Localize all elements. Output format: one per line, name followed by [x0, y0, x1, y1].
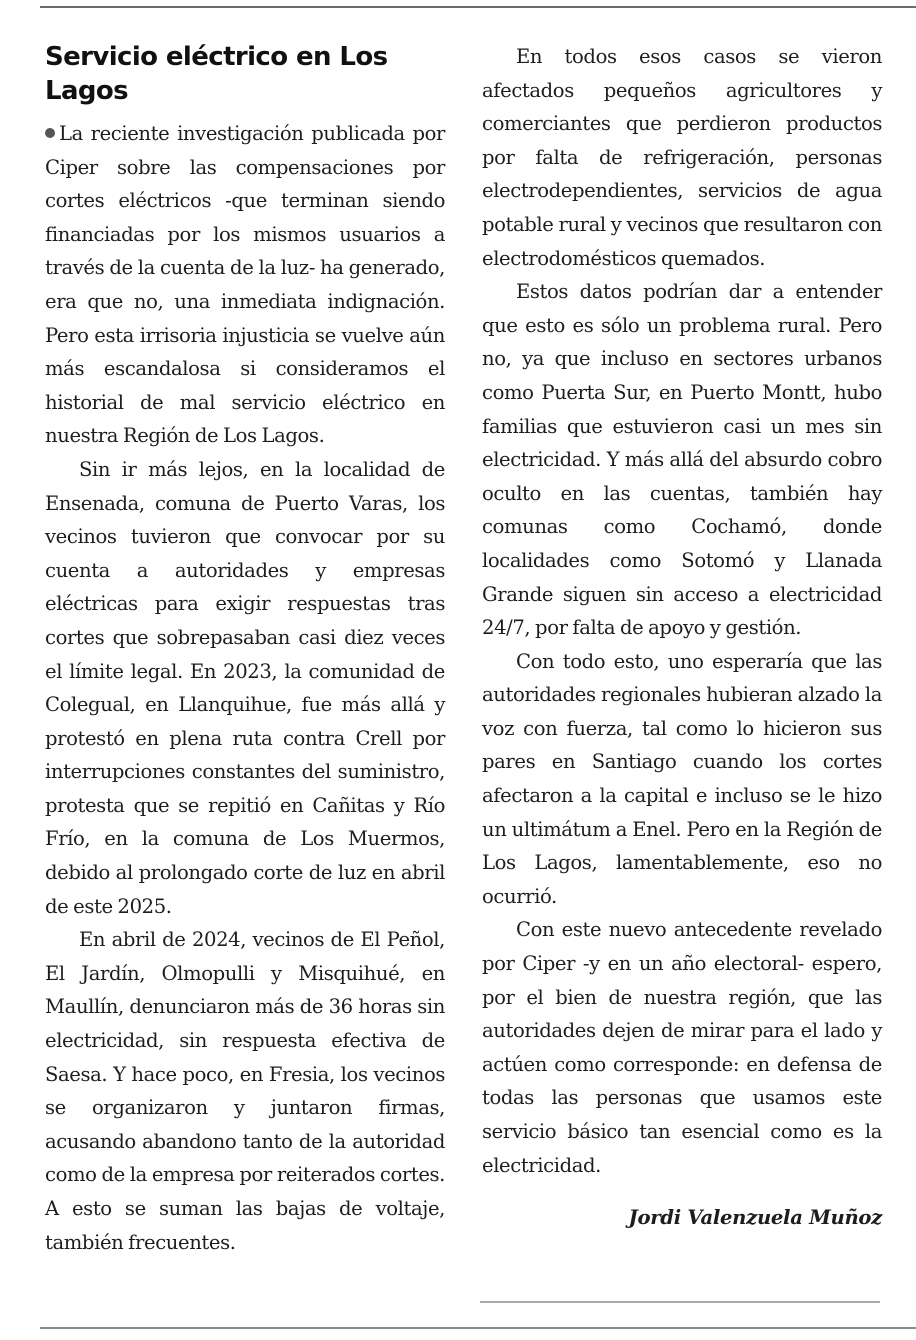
- paragraph-4: En todos esos casos se vieron afectados pequeños agricultores y comerciantes que perdieron productos por falta de refrigeración, personas electrodependientes, servicios de agua potable rural y vecinos que resultaron con electrodomésticos quemados.: [482, 45, 882, 270]
- signature-rule: [480, 1301, 880, 1303]
- paragraph-3: En abril de 2024, vecinos de El Peñol, El Jardín, Olmopulli y Misquihué, en Maullín, denunciaron más de 36 horas sin electricidad, sin respuesta efectiva de Saesa. Y hace poco, en Fresia, los vecinos se organizaron y juntaron firmas, acusando abandono tanto de la autoridad como de la empresa por reiterados cortes. A esto se suman las bajas de voltaje, también frecuentes.: [45, 928, 445, 1254]
- bottom-rule: [40, 1327, 916, 1329]
- paragraph-6: Con todo esto, uno esperaría que las autoridades regionales hubieran alzado la voz con fuerza, tal como lo hicieron sus pares en Santiago cuando los cortes afectaron a la capital e incluso se le hizo un ultimátum a Enel. Pero en la Región de Los Lagos, lamentablemente, eso no ocurrió.: [482, 649, 882, 908]
- top-rule: [40, 6, 916, 8]
- bullet-icon: [45, 128, 55, 138]
- paragraph-1-text: La reciente investigación publicada por Ciper sobre las compensaciones por cortes eléctricos -que terminan siendo financiadas por los mismos usuarios a través de la cuenta de la luz- ha generado, era que no, una inmediata indignación. Pero esta irrisoria injusticia se vuelve aún más escandalosa si consideramos el historial de mal servicio eléctrico en nuestra Región de Los Lagos.: [45, 122, 445, 448]
- paragraph-7: Con este nuevo antecedente revelado por Ciper -y en un año electoral- espero, por el bien de nuestra región, que las autoridades dejen de mirar para el lado y actúen como corresponde: en defensa de todas las personas que usamos este servicio básico tan esencial como es la electricidad.: [482, 918, 882, 1177]
- author-signature: Jordi Valenzuela Muñoz: [628, 1206, 882, 1230]
- paragraph-5: Estos datos podrían dar a entender que esto es sólo un problema rural. Pero no, ya que incluso en sectores urbanos como Puerta Sur, en Puerto Montt, hubo familias que estuvieron casi un mes sin electricidad. Y más allá del absurdo cobro oculto en las cuentas, también hay comunas como Cochamó, donde localidades como Sotomó y Llanada Grande siguen sin acceso a electricidad 24/7, por falta de apoyo y gestión.: [482, 280, 882, 640]
- paragraph-2: Sin ir más lejos, en la localidad de Ensenada, comuna de Puerto Varas, los vecinos tuvieron que convocar por su cuenta a autoridades y empresas eléctricas para exigir respuestas tras cortes que sobrepasaban casi diez veces el límite legal. En 2023, la comunidad de Colegual, en Llanquihue, fue más allá y protestó en plena ruta contra Crell por interrupciones constantes del suministro, protesta que se repitió en Cañitas y Río Frío, en la comuna de Los Muermos, debido al prolongado corte de luz en abril de este 2025.: [45, 457, 445, 918]
- right-column: [482, 40, 882, 1235]
- paragraph-1: [45, 117, 445, 453]
- left-column: [45, 40, 445, 1259]
- article-headline: Servicio eléctrico en Los Lagos: [45, 42, 388, 106]
- left-column-body: [45, 117, 445, 1259]
